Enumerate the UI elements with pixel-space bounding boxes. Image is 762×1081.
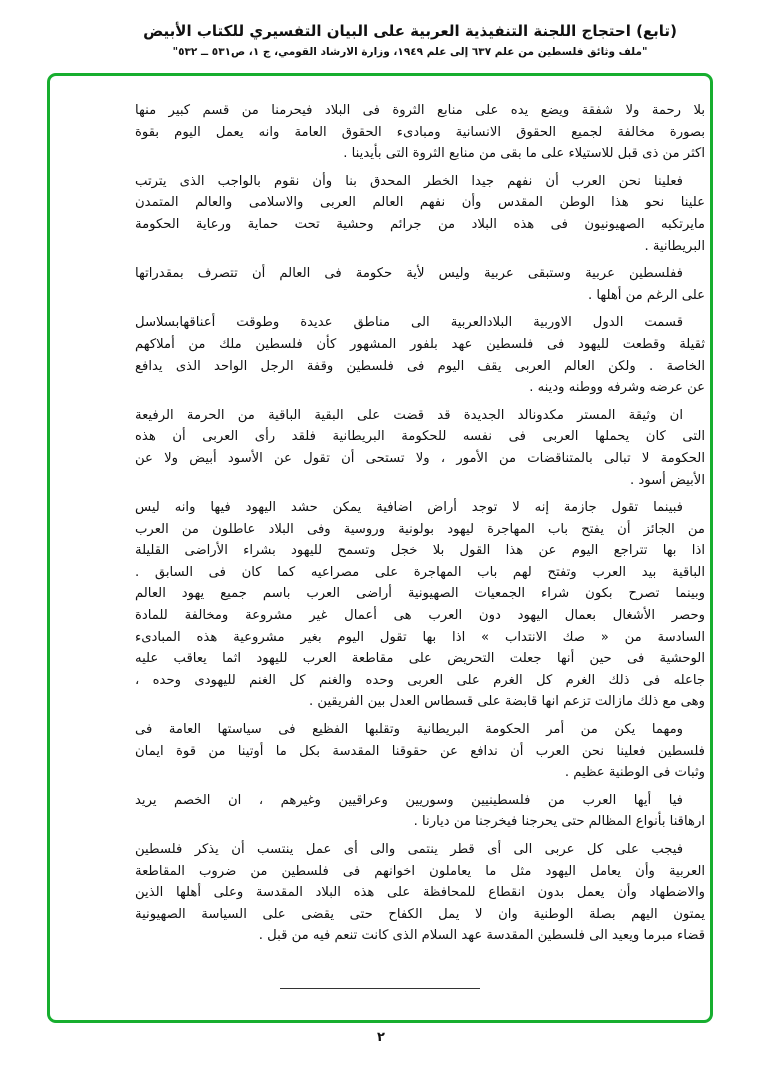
paragraph xyxy=(135,312,705,398)
text-line: فيا أيها العرب من فلسطينيين وسوريين وعراقيين وغيرهم ، ان الخصم يريد xyxy=(135,792,683,808)
paragraph xyxy=(135,171,705,257)
text-line: ثقيلة وقطعت لليهود فى فلسطين عهد بلفور المشهور كأن فلسطين ملك من أملاكهم xyxy=(135,336,705,352)
paragraph xyxy=(135,719,705,784)
text-line: العربية وأن يعامل اليهود مثل ما يعاملون اخوانهم فى فلسطين من ضروب المقاطعة xyxy=(135,863,705,879)
text-line: بلا رحمة ولا شفقة ويضع يده على منابع الثروة فى البلاد فيحرمنا من قسم كبير منها xyxy=(135,103,705,118)
paragraph xyxy=(135,497,705,713)
text-line: فعلينا نحن العرب أن نفهم جيدا الخطر المحدق بنا وأن نقوم بالواجب الذى يترتب xyxy=(135,173,683,189)
text-line: وثبات فى الوطنية عظيم . xyxy=(564,765,705,781)
text-line: قسمت الدول الاوربية البلادالعربية الى مناطق عديدة وطوقت أعناقهابسلاسل xyxy=(135,315,683,331)
text-line: الأبيض أسود . xyxy=(630,472,705,488)
text-line: التى كان يحملها العربى فى نفسه للحكومة البريطانية فلقد رأى العربى أن هذه xyxy=(135,429,705,445)
text-line: وهى مع ذلك مازالت تزعم انها قابضة على قسطاس العدل بين الفريقين . xyxy=(309,694,705,710)
text-line: ففلسطين عربية وستبقى عربية وليس لأية حكومة فى العالم أن تتصرف بمقدراتها xyxy=(135,266,683,282)
text-line: على الرغم من أهلها . xyxy=(587,287,705,303)
text-line: يمتون اليهم بصلة الوطنية وان لا يمل الكفاح حتى يقضى على السياسة الصهيونية xyxy=(135,906,705,922)
text-line: فبينما تقول جازمة إنه لا توجد أراض اضافية يمكن حشد اليهود فيها وانه ليس xyxy=(135,500,683,516)
paragraph xyxy=(135,263,705,306)
text-line: وحصر الأشغال بعمال اليهود دون العرب هى أعمال غير مشروعة ومخالفة للمادة xyxy=(135,608,705,624)
text-line: والاضطهاد وأن يعمل بدون انقطاع للمحافظة على هذه البلاد المقدسة وعلى أهلها الذين xyxy=(135,885,705,901)
text-line: البريطانية . xyxy=(644,238,705,254)
text-line: مايرتكبه الصهيونيون فى هذه البلاد من جرائم وحشية تحت حماية ورعاية الحكومة xyxy=(135,216,705,232)
end-rule-divider xyxy=(280,988,480,989)
text-line: ومهما يكن من أمر الحكومة البريطانية وتقلبها الفظيع فى سياستها العامة فى xyxy=(135,722,683,738)
text-line: الحكومة لا تبالى بالمتناقضات من الأمور ، ولا تستحى أن تقول عن الأسود أبيض ولا عن xyxy=(135,450,705,466)
text-line: جاعله فى ذلك الغرم كل الغرم على العربى وحده والغنم كل الغنم لليهودى وحده ، xyxy=(135,672,705,688)
paragraph xyxy=(135,100,705,165)
text-line: علينا نحو هذا الوطن المقدس وأن نفهم العالم العربى والاسلامى والعالم المتمدن xyxy=(135,195,705,211)
page-number: ٢ xyxy=(377,1030,385,1045)
text-line: ارهاقنا بأنواع المظالم حتى يحرجنا فيخرجنا من ديارنا . xyxy=(413,814,705,830)
text-line: الخاصة . ولكن العالم العربى يقف اليوم فى فلسطين وقفة الرجل الواحد الذى يدافع xyxy=(135,358,705,374)
text-line: عن عرضه وشرفه ووطنه ودينه . xyxy=(529,380,705,396)
text-line: فلسطين فعلينا نحن العرب أن ندافع عن حقوقنا المقدسة بكل ما أوتينا من قوة ايمان xyxy=(135,743,705,759)
text-line: اكثر من ذى قبل للاستيلاء على ما بقى من منابع الثروة التى بأيدينا . xyxy=(343,146,705,162)
document-source: "ملف وثائق فلسطين من علم ٦٣٧ إلى علم ١٩٤٩، وزارة الارشاد القومي، ج ١، ص٥٣١ ــ ٥٣٢" xyxy=(172,46,648,58)
document-title: (تابع) احتجاج اللجنة التنفيذية العربية على البيان التفسيري للكتاب الأبيض xyxy=(143,22,677,40)
text-line: بصورة مخالفة لجميع الحقوق الانسانية ومبادىء الحقوق العامة وانه يعمل اليوم بقوة xyxy=(135,124,705,140)
text-line: قضاء مبرما ويعيد الى فلسطين المقدسة عهد السلام الذى كانت تنعم فيه من قبل . xyxy=(258,928,705,944)
paragraph xyxy=(135,405,705,491)
document-body xyxy=(135,100,705,953)
text-line: اذا بها تتراجع اليوم عن هذا القول بلا خجل وتسمح لليهود بشراء الأراضى القليلة xyxy=(135,543,705,559)
text-line: ان وثيقة المستر مكدونالد الجديدة قد قضت على البقية الباقية من الحرمة الرفيعة xyxy=(135,407,683,423)
text-line: من الجائز أن يفتح باب المهاجرة ليهود بولونية وروسية وفى البلاد عاطلون من العرب xyxy=(135,521,705,537)
text-line: الباقية بيد العرب وتفتح لهم باب المهاجرة على مصراعيه كما كان فى السابق . xyxy=(135,564,705,580)
text-line: فيجب على كل عربى الى أى قطر ينتمى والى أى عمل ينتسب أن يذكر فلسطين xyxy=(135,842,683,857)
text-line: الوحشية فى حين أنها جعلت التحريض على مقاطعة العرب لليهود اثما يعاقب عليه xyxy=(135,651,705,667)
text-line: السادسة من « صك الانتداب » اذا بها تقول اليوم بغير مشروعية هذه المبادىء xyxy=(135,629,705,645)
paragraph xyxy=(135,790,705,833)
text-line: وبينما تصرح بكون شراء الجمعيات الصهيونية أراضى العرب باسم جميع يهود العالم xyxy=(135,586,705,602)
paragraph xyxy=(135,839,705,947)
